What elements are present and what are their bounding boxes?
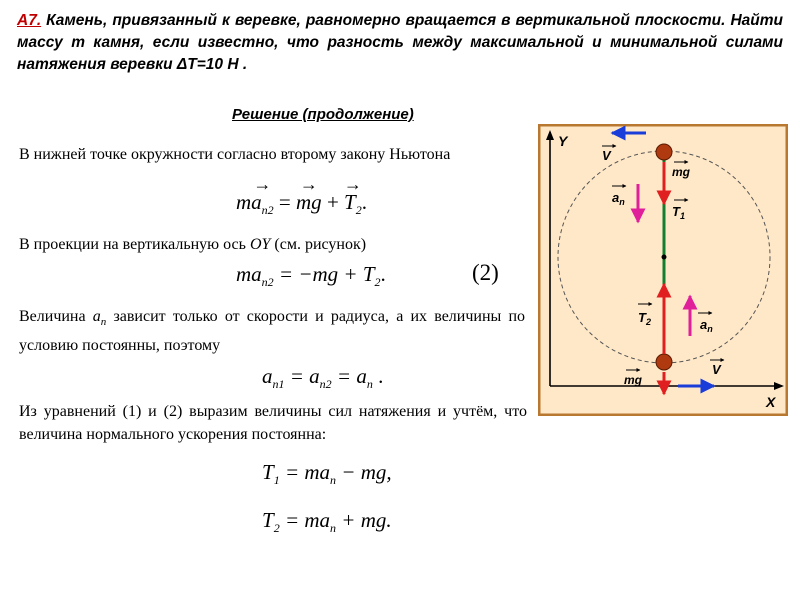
acceleration-top-label: $a_n$: [612, 190, 625, 207]
paragraph-acceleration: Величина $a_n$ зависит только от скорости и радиуса, а их величины по условию постоянны, поэтому: [19, 308, 526, 355]
vector-mg: → mg: [296, 190, 322, 215]
paragraph-newton: В нижней точке окружности согласно второму закону Ньютона: [19, 146, 451, 163]
tension-t1-label: $T_1$: [672, 204, 685, 221]
gravity-top-label: mg: [672, 165, 690, 179]
problem-statement: [17, 10, 783, 76]
formula-t2: $T_2 = ma_n$ + mg.: [262, 508, 392, 536]
paragraph-conclusion: Из уравнений (1) и (2) выразим величины сил натяжения и учтём, что величина нормального ускорения постоянна:: [19, 403, 527, 443]
formula-t1: $T_1 = ma_n$ − mg,: [262, 460, 392, 488]
stone-top: [656, 144, 672, 160]
paragraph-projection: В проекции на вертикальную ось OY (см. рисунок): [19, 236, 367, 253]
formula-newton-vector: $m\to a_{n2}$ = → mg + → $T_2$.: [236, 190, 367, 218]
rotation-diagram: [538, 124, 788, 416]
vector-t2: → $T_2$: [344, 190, 362, 218]
y-axis-label: Y: [558, 133, 568, 149]
gravity-bottom-label: mg: [624, 373, 642, 387]
solution-title: Решение (продолжение): [232, 106, 414, 123]
velocity-bottom-label: V: [712, 362, 721, 377]
vector-a-n2: → $a_{n2}$: [251, 190, 274, 218]
rotation-center: [662, 255, 667, 260]
x-axis-label: X: [766, 394, 776, 410]
problem-number: А7.: [17, 12, 42, 29]
formula-equal-accelerations: $a_{n1} = a_{n2} = a_n$ .: [262, 364, 384, 392]
stone-bottom: [656, 354, 672, 370]
equation-label-2: (2): [472, 260, 499, 285]
velocity-top-label: V: [602, 148, 611, 163]
acceleration-bottom-label: $a_n$: [700, 317, 713, 334]
formula-projection: $ma_{n2} = -mg + T_2$.: [236, 262, 386, 290]
tension-t2-label: $T_2$: [638, 310, 651, 327]
problem-text: Камень, привязанный к веревке, равномерно вращается в вертикальной плоскости. Найти массу m камня, если известно, что разность между максимальной и минимальной силами натяжения веревки ΔT=10 Н .: [17, 12, 783, 73]
